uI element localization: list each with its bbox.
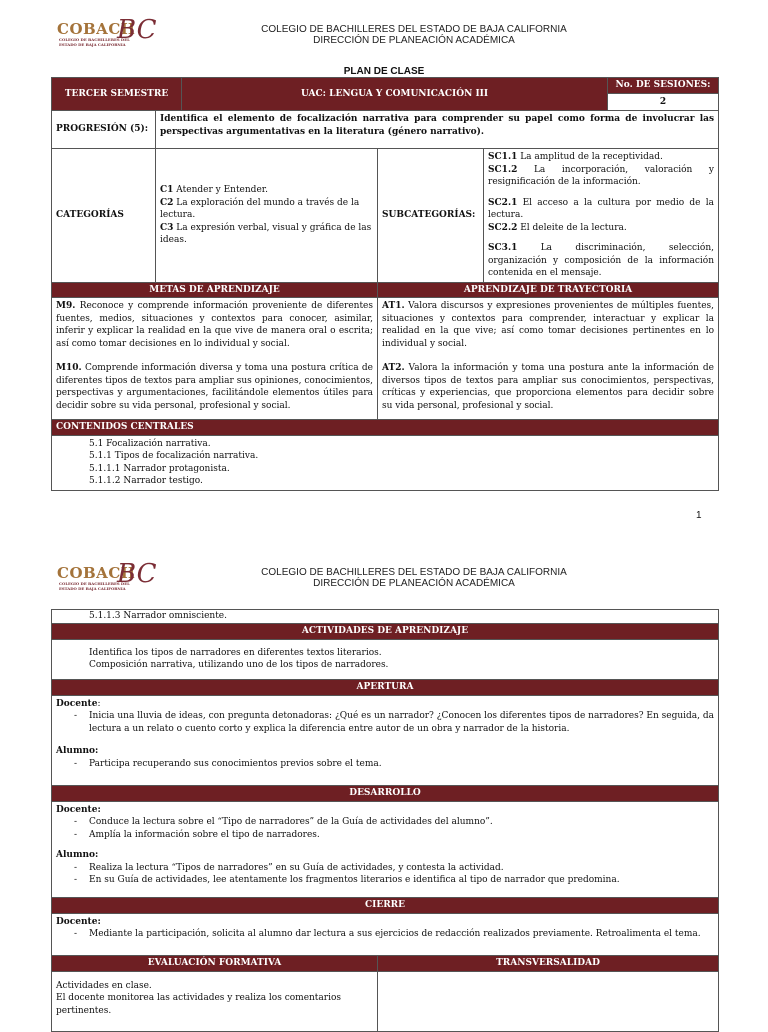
list-item: - Realiza la lectura “Tipos de narradores” en su Guía de actividades, y contesta la actividad. [56,862,714,875]
contenidos-list [52,435,719,490]
plan-title: PLAN DE CLASE [343,66,425,77]
subcategory-item: SC2.1 El acceso a la cultura por medio de la lectura. [488,197,715,220]
cierre-content [52,913,719,955]
docente-label: Docente: [56,804,101,815]
header-line-1: COLEGIO DE BACHILLERES DEL ESTADO DE BAJA CALIFORNIA [261,567,567,578]
trayectoria-content [378,298,719,420]
evaluacion-line: El docente monitorea las actividades y realiza los comentarios pertinentes. [56,993,342,1016]
evaluacion-line: Actividades en clase. [56,980,152,991]
alumno-label: Alumno: [56,850,99,860]
progression-label: PROGRESIÓN (5): [52,111,156,149]
logo-subtext: COLEGIO DE BACHILLERES DEL ESTADO DE BAJA CALIFORNIA [59,37,130,47]
transversalidad-content [378,971,719,1031]
apertura-header: APERTURA [52,679,719,695]
semester-cell: TERCER SEMESTRE [52,78,182,111]
desarrollo-header: DESARROLLO [52,785,719,801]
subcategory-item: SC1.1 La amplitud de la receptividad. [488,152,663,162]
page-number: 1 [696,510,702,521]
category-item: C1 Atender y Entender. [160,185,268,195]
cierre-docente-list [56,928,714,941]
list-item: - En su Guía de actividades, lee atentamente los fragmentos literarios e identifica al tipo de narrador que predomina. [56,874,714,887]
meta-item: M10. Comprende información diversa y toma una postura crítica de diferentes tipos de textos para ampliar sus opiniones, conocimientos, perspectivas y argumentaciones, facilitándole elementos útiles para decidir sobre su vida personal, profesional y social. [56,363,374,411]
actividades-header: ACTIVIDADES DE APRENDIZAJE [52,623,719,639]
logo-text: COBACH [57,20,136,38]
list-item: - Participa recuperando sus conocimientos previos sobre el tema. [56,758,714,771]
contenido-item: 5.1.1.2 Narrador testigo. [89,476,203,486]
sessions-label: No. DE SESIONES: [608,78,719,94]
category-item: C2 La exploración del mundo a través de la lectura. [160,197,360,220]
evaluacion-content [52,971,378,1031]
page-header [180,24,648,46]
progression-text: Identifica el elemento de focalización narrativa para comprender su papel como forma de involucrar las perspectivas argumentativas en la literatura (género narrativo). [156,111,719,149]
logo-script: BC [117,559,157,589]
list-item: - Conduce la lectura sobre el “Tipo de narradores” de la Guía de actividades del alumno”. [56,816,714,829]
actividad-item: Composición narrativa, utilizando uno de los tipos de narradores. [89,660,389,670]
subcategories-label: SUBCATEGORÍAS: [378,149,484,283]
alumno-label: Alumno: [56,746,99,756]
cierre-header: CIERRE [52,897,719,913]
subcategory-item: SC2.2 El deleite de la lectura. [488,222,627,233]
uac-cell: UAC: LENGUA Y COMUNICACIÓN III [182,78,608,111]
contenido-item: 5.1 Focalización narrativa. [89,438,211,449]
logo-subtext: COLEGIO DE BACHILLERES DEL ESTADO DE BAJA CALIFORNIA [59,581,130,591]
metas-header: METAS DE APRENDIZAJE [52,282,378,298]
list-item: - Amplía la información sobre el tipo de narradores. [56,829,714,842]
desarrollo-alumno-list [56,862,714,887]
logo-text: COBACH [57,564,136,582]
plan-table-page2 [51,609,719,1032]
docente-label: Docente: [56,698,101,709]
metas-content [52,298,378,420]
actividades-list [52,639,719,679]
meta-item: M9. Reconoce y comprende información proveniente de diferentes fuentes, medios, situaciones y contextos para conocer, asimilar, inferir y explicar la realidad en la que vive de manera oral o escrita; así como tomar decisiones en lo individual y social. [56,301,374,349]
sessions-value: 2 [608,93,719,111]
actividad-item: Identifica los tipos de narradores en diferentes textos literarios. [89,647,382,658]
trayectoria-item: AT2. Valora la información y toma una postura ante la información de diversos tipos de textos para ampliar sus conocimientos, perspectivas, críticas y experiencias, que proporciona elementos para decidir sobre su vida personal, profesional y social. [382,363,715,411]
apertura-docente-list [56,710,714,735]
list-item: - Inicia una lluvia de ideas, con pregunta detonadoras: ¿Qué es un narrador? ¿Conocen los diferentes tipos de narradores? En seguida, da lectura a un relato o cuento corto y explica la diferencia entre autor de un obra y narrador de la historia. [56,710,714,735]
desarrollo-docente-list [56,816,714,841]
cobach-logo [57,559,157,592]
page-header [180,567,648,589]
desarrollo-content [52,801,719,897]
header-line-1: COLEGIO DE BACHILLERES DEL ESTADO DE BAJA CALIFORNIA [261,24,567,35]
evaluacion-header: EVALUACIÓN FORMATIVA [52,955,378,971]
contenido-item: 5.1.1 Tipos de focalización narrativa. [89,451,259,461]
header-line-2: DIRECCIÓN DE PLANEACIÓN ACADÉMICA [313,35,515,46]
subcategory-item: SC3.1 La discriminación, selección, organización y composición de la información contenida en el mensaje. [488,243,715,278]
subcategories-list [484,149,719,283]
subcategory-item: SC1.2 La incorporación, valoración y resignificación de la información. [488,164,715,187]
apertura-alumno-list [56,758,714,771]
contenido-item: 5.1.1.3 Narrador omnisciente. [52,610,719,624]
trayectoria-item: AT1. Valora discursos y expresiones provenientes de múltiples fuentes, situaciones y contextos para comprender, interactuar y explicar la realidad en la que vive; así como tomar decisiones pertinentes en lo individual y social. [382,301,715,349]
list-item: - Mediante la participación, solicita al alumno dar lectura a sus ejercicios de redacción realizados previamente. Retroalimenta el tema. [56,928,714,941]
logo-script: BC [117,15,157,45]
docente-label: Docente: [56,916,101,927]
contenido-item: 5.1.1.1 Narrador protagonista. [89,463,230,474]
cobach-logo [57,15,157,48]
trayectoria-header: APRENDIZAJE DE TRAYECTORIA [378,282,719,298]
contenidos-header: CONTENIDOS CENTRALES [52,420,719,436]
transversalidad-header: TRANSVERSALIDAD [378,955,719,971]
categories-list [156,149,378,283]
categories-label: CATEGORÍAS [52,149,156,283]
apertura-content [52,695,719,785]
header-line-2: DIRECCIÓN DE PLANEACIÓN ACADÉMICA [313,578,515,589]
plan-table-page1 [51,77,719,491]
category-item: C3 La expresión verbal, visual y gráfica de las ideas. [160,222,372,245]
